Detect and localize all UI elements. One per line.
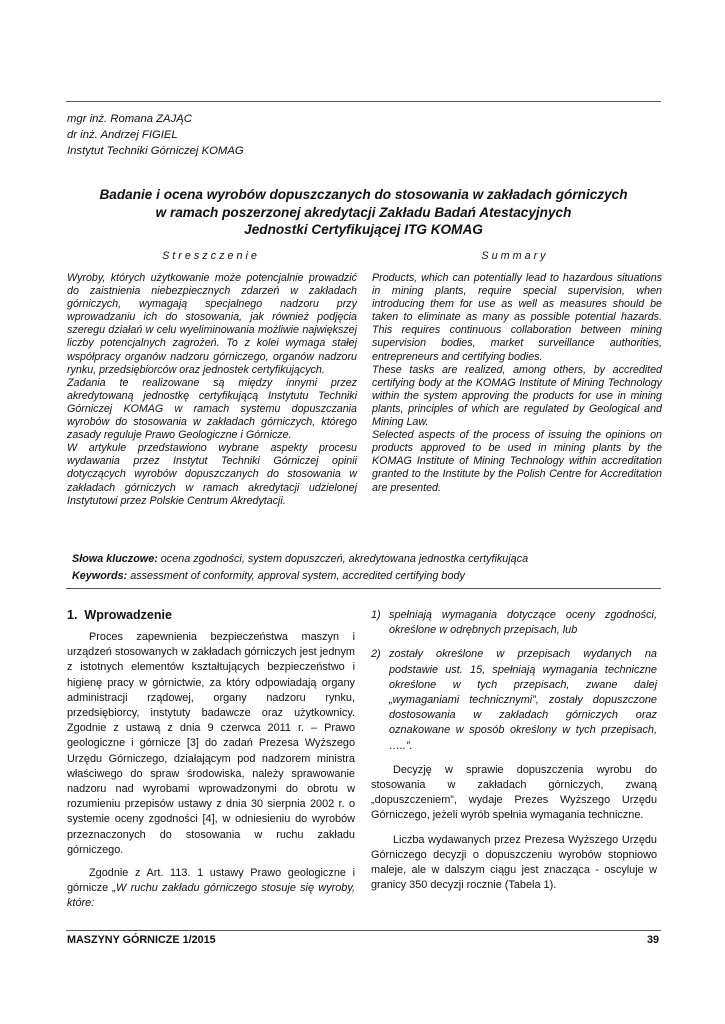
journal-name: MASZYNY GÓRNICZE 1/2015 [67, 934, 216, 946]
paragraph-text: Zgodnie z Art. 113. 1 ustawy Prawo geologiczne i górnicze [67, 867, 355, 895]
keywords-pl-label: Słowa kluczowe: [72, 553, 158, 565]
author-2: dr inż. Andrzej FIGIEL [67, 129, 178, 141]
body-paragraph [67, 866, 355, 912]
abstract-en [372, 272, 662, 495]
keywords-pl [72, 552, 528, 566]
title-line-2: w ramach poszerzonej akredytacji Zakładu Badań Atestacyjnych [155, 204, 572, 220]
abstract-en-heading: Summary [481, 250, 549, 262]
section-number: 1. [67, 608, 78, 622]
abstract-pl-paragraph: W artykule przedstawiono wybrane aspekty procesu wydawania przez Instytut Techniki Górniczej opinii dotyczących wyrobów dopuszczanych do stosowania w zakładach górniczych w ramach akredytacji udzielonej Instytutowi przez Polskie Centrum Akredytacji. [67, 442, 357, 507]
title-line-1: Badanie i ocena wyrobów dopuszczanych do stosowania w zakładach górniczych [99, 187, 628, 202]
right-column [371, 608, 657, 893]
list-number: 1) [371, 609, 381, 621]
keywords-rule [66, 588, 661, 589]
section-heading [67, 608, 172, 622]
law-quote: „W ruchu zakładu górniczego stosuje się wyroby, które: [67, 882, 355, 910]
author-affiliation: Instytut Techniki Górniczej KOMAG [67, 145, 244, 157]
body-paragraph: Decyzję w sprawie dopuszczenia wyrobu do stosowania w zakładach górniczych, zwaną „dopuszczeniem”, wydaje Prezes Wyższego Urzędu Górniczego, jeżeli wyrób spełnia wymagania techniczne. [371, 763, 657, 822]
abstract-pl [67, 272, 357, 508]
abstract-pl-paragraph: Wyroby, których użytkowanie może potencjalnie prowadzić do zaistnienia niebezpiecznych zdarzeń w zakładach górniczych, wymagają specjalnego nadzoru przy wprowadzaniu ich do stosowania, jak również podjęcia szeregu działań w celu wyeliminowania możliwie największej liczby potencjalnych zagrożeń. To z kolei wymaga stałej współpracy organów nadzoru górniczego, organów nadzoru rynku, przedsiębiorców oraz jednostek certyfikujących. [67, 272, 357, 376]
list-item [371, 608, 657, 638]
list-text: spełniają wymagania dotyczące oceny zgodności, określone w odrębnych przepisach, lub [389, 609, 657, 637]
body-paragraph: Liczba wydawanych przez Prezesa Wyższego Urzędu Górniczego decyzji o dopuszczeniu wyrobów stopniowo maleje, ale w dalszym ciągu jest znacząca - oscyluje w granicy 350 decyzji rocznie (Tabela 1). [371, 833, 657, 892]
list-number: 2) [371, 648, 381, 661]
paper-title [66, 186, 661, 239]
left-column [67, 630, 355, 912]
abstract-pl-paragraph: Zadania te realizowane są między innymi przez akredytowaną jednostkę certyfikującą Instytutu Techniki Górniczej KOMAG w ramach systemu dopuszczania wyrobów do stosowania w zakładach górniczych, którego zasady reguluje Prawo Geologiczne i Górnicze. [67, 376, 357, 442]
list-text: zostały określone w przepisach wydanych na podstawie ust. 15, spełniają wymagania techniczne określone w tych przepisach, zwane dalej „wymaganiami technicznymi”, zostały dopuszczone dostosowania w zakładach górniczych oraz oznakowane w sposób określony w tych przepisach, …..”. [389, 648, 657, 752]
abstract-en-paragraph: Products, which can potentially lead to hazardous situations in mining plants, require special supervision, when introducing them for use as well as measures should be taken to eliminate as many as possible potential hazards. This requires continuous collaboration between mining supervision bodies, market surveillance authorities, entrepreneurs and certifying bodies. [372, 272, 662, 363]
abstract-en-paragraph: Selected aspects of the process of issuing the opinions on products approved to be used in mining plants by the KOMAG Institute of Mining Technology within accreditation granted to the Institute by the Polish Centre for Accreditation are presented. [372, 429, 662, 494]
keywords-en-text: assessment of conformity, approval system, accredited certifying body [127, 570, 465, 582]
page-number: 39 [646, 934, 659, 946]
title-line-3: Jednostki Certyfikującej ITG KOMAG [244, 222, 483, 237]
abstract-pl-heading: Streszczenie [162, 250, 260, 262]
body-paragraph: Proces zapewnienia bezpieczeństwa maszyn i urządzeń stosowanych w zakładach górniczych jest jednym z istotnych elementów kształtujących bezpieczeństwo i higienę pracy w górnictwie, za który odpowiadają organy administracji rządowej, organy nadzoru rynku, przedsiębiorcy, instytuty badawcze oraz użytkownicy. Zgodnie z ustawą z dnia 9 czerwca 2011 r. – Prawo geologiczne i górnicze [3] do zadań Prezesa Wyższego Urzędu Górniczego, działającym pod nadzorem ministra właściwego do spraw środowiska, należy sprawowanie nadzoru nad wyrobami wprowadzonymi do obrotu w rozumieniu przepisów ustawy z dnia 30 sierpnia 2002 r. o systemie oceny zgodności [4], w odniesieniu do wyrobów przeznaczonych do stosowania w ruchu zakładu górniczego. [67, 631, 355, 856]
section-title: Wprowadzenie [84, 608, 172, 622]
keywords-en-label: Keywords: [72, 570, 128, 582]
keywords-pl-text: ocena zgodności, system dopuszczeń, akredytowana jednostka certyfikująca [157, 553, 529, 565]
header-rule [66, 101, 661, 102]
author-1: mgr inż. Romana ZAJĄC [67, 113, 192, 125]
list-item [371, 647, 657, 753]
abstract-en-paragraph: These tasks are realized, among others, by accredited certifying body at the KOMAG Institute of Mining Technology within the system approving the products for use in mining plants, principles of which are regulated by Geological and Mining Law. [372, 363, 662, 429]
footer-rule [66, 930, 661, 931]
author-block [67, 111, 244, 159]
keywords-en [72, 569, 465, 583]
